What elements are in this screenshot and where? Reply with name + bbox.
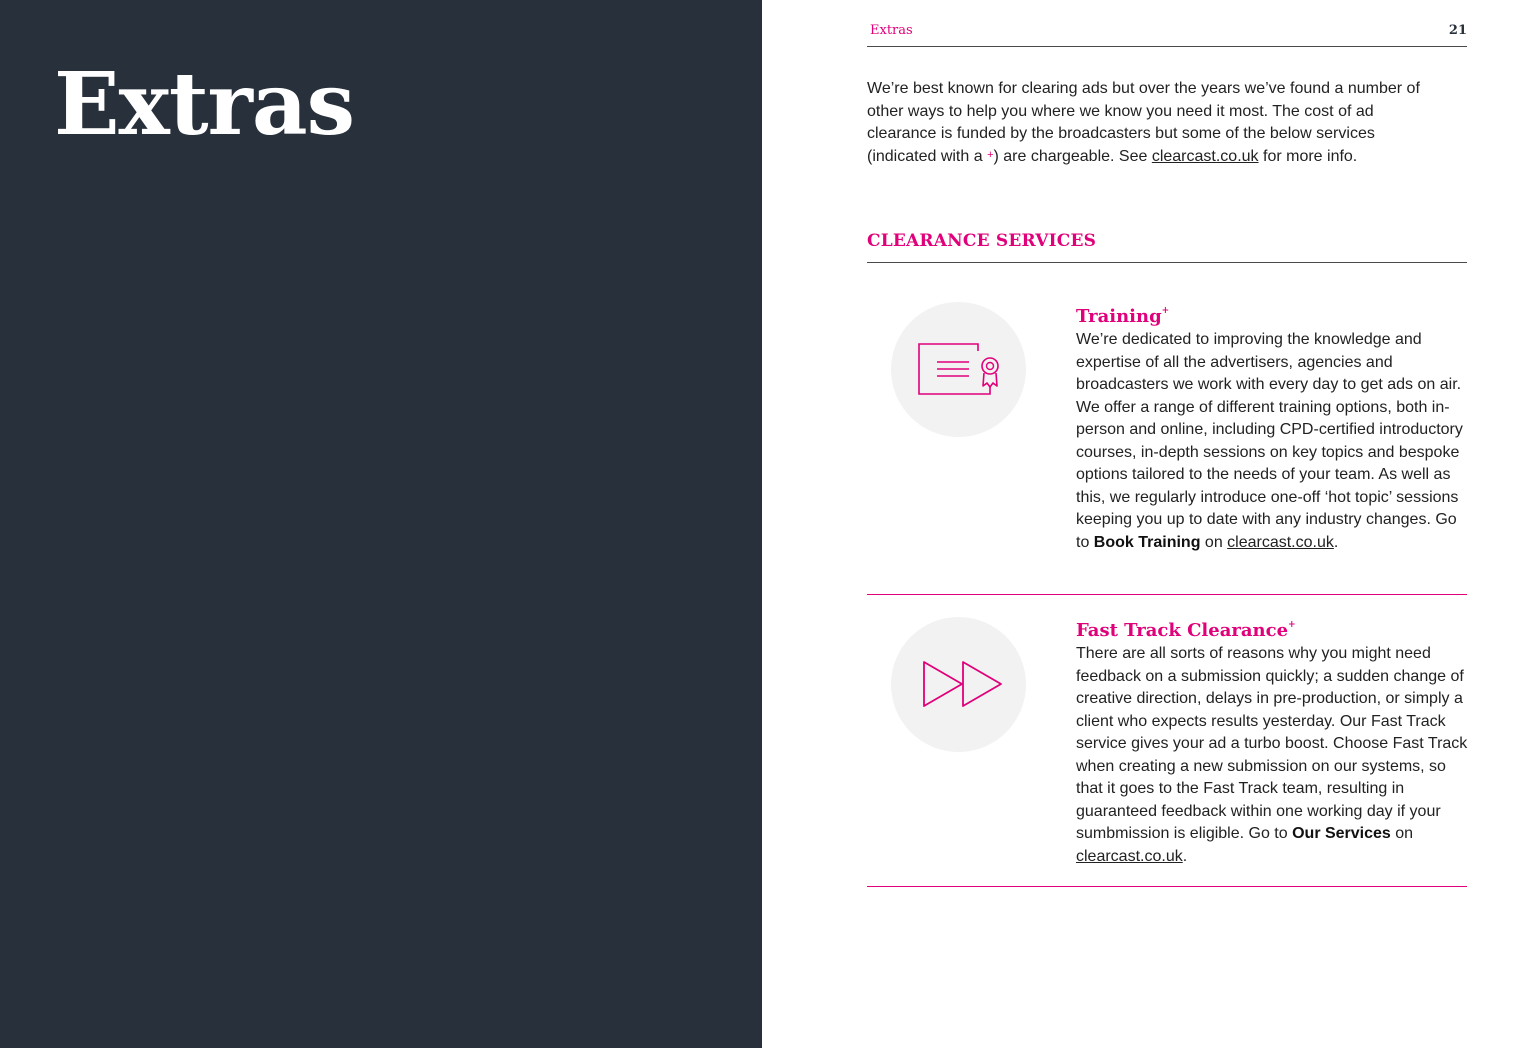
- clearcast-link[interactable]: clearcast.co.uk: [1151, 147, 1259, 165]
- training-title: [1076, 301, 1468, 329]
- training-chargeable-mark: +: [1161, 306, 1170, 316]
- intro-text-2: ) are chargeable. See: [993, 147, 1152, 165]
- certificate-icon: [891, 302, 1026, 437]
- right-panel: [762, 0, 1513, 1048]
- section-heading: [867, 231, 1467, 263]
- running-header-section: Extras: [870, 23, 913, 38]
- training-end: .: [1333, 533, 1339, 551]
- running-header: [867, 20, 1467, 47]
- intro-paragraph: [867, 78, 1447, 168]
- training-body: [1076, 329, 1468, 554]
- fast-track-body: [1076, 643, 1468, 868]
- page-number: 21: [1448, 23, 1467, 38]
- fast-track-chargeable-mark: +: [1288, 620, 1296, 630]
- book-training-label: Book Training: [1093, 533, 1201, 551]
- service-fast-track: [867, 600, 1467, 887]
- training-clearcast-link[interactable]: clearcast.co.uk: [1227, 533, 1334, 551]
- fast-track-end: .: [1182, 847, 1188, 865]
- intro-text-end: for more info.: [1258, 147, 1358, 165]
- fast-forward-icon: [891, 617, 1026, 752]
- training-text: [1076, 301, 1468, 554]
- intro-text: We’re best known for clearing ads but over the years we’ve found a number of other ways to help you where we know you need it most. The cost of ad clearance is funded by the broadcasters but some of the below services (indicated with a: [867, 80, 1420, 165]
- fast-track-icon-circle: [891, 617, 1026, 752]
- fast-track-text: [1076, 615, 1468, 868]
- fast-track-title: [1076, 615, 1468, 643]
- fast-track-body-text: There are all sorts of reasons why you might need feedback on a submission quickly; a sudden change of creative direction, delays in pre-production, or simply a client who expects results yesterday. Our Fast Track service gives your ad a turbo boost. Choose Fast Track when creating a new submission on our systems, so that it goes to the Fast Track team, resulting in guaranteed feedback within one working day if your sumbmission is eligible. Go to: [1076, 645, 1468, 842]
- chargeable-mark: +: [987, 148, 994, 161]
- our-services-label: Our Services: [1292, 825, 1391, 842]
- section-heading-text: CLEARANCE SERVICES: [867, 231, 1097, 251]
- fast-track-title-text: Fast Track Clearance: [1076, 620, 1289, 641]
- page-title: Extras: [54, 54, 354, 155]
- fast-track-cta-mid: on: [1390, 825, 1414, 842]
- service-training: [867, 285, 1467, 595]
- training-body-text: We’re dedicated to improving the knowledge and expertise of all the advertisers, agencies and broadcasters we work with every day to get ads on air. We offer a range of different training options, both in-person and online, including CPD-certified introductory courses, in-depth sessions on key topics and bespoke options tailored to the needs of your team. As well as this, we regularly introduce one-off ‘hot topic’ sessions keeping you up to date with any industry changes. Go to: [1076, 331, 1463, 551]
- training-title-text: Training: [1076, 306, 1162, 327]
- fast-track-clearcast-link[interactable]: clearcast.co.uk: [1076, 847, 1183, 865]
- training-icon-circle: [891, 302, 1026, 437]
- training-cta-mid: on: [1200, 533, 1228, 551]
